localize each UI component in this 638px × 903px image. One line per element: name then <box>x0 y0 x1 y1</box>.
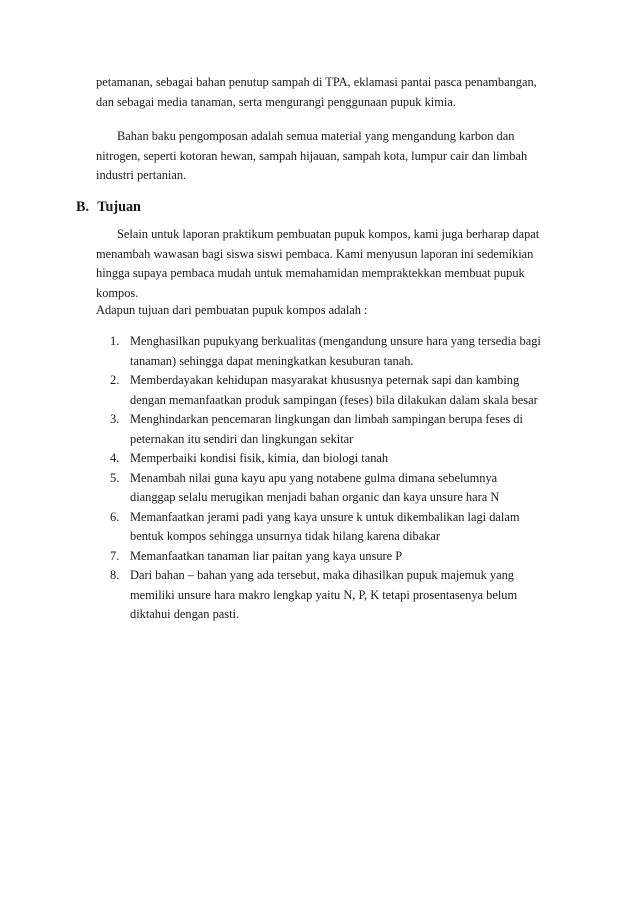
text-line: Bahan baku pengomposan adalah semua material yang mengandung karbon dan <box>117 129 515 143</box>
text-line: Memanfaatkan tanaman liar paitan yang kaya unsure P <box>130 548 403 563</box>
text-line: nitrogen, seperti kotoran hewan, sampah hijauan, sampah kota, lumpur cair dan limbah <box>96 148 528 163</box>
adapun-paragraph <box>96 301 566 321</box>
text-line: Menambah nilai guna kayu apu yang notabene gulma dimana sebelumnya <box>130 470 498 485</box>
text-line: dengan memanfaatkan produk sampingan (feses) bila dilakukan dalam skala besar <box>130 392 538 407</box>
text-line: Memperbaiki kondisi fisik, kimia, dan biologi tanah <box>130 451 389 465</box>
section-number: B. <box>76 199 90 215</box>
text-line: Dari bahan – bahan yang ada tersebut, maka dihasilkan pupuk majemuk yang <box>130 568 514 582</box>
section-heading <box>76 197 141 217</box>
list-item <box>96 332 541 371</box>
text-line: Adapun tujuan dari pembuatan pupuk kompos adalah : <box>96 303 368 317</box>
text-line: Menghindarkan pencemaran lingkungan dan limbah sampingan berupa feses di <box>130 412 523 426</box>
list-item <box>96 547 541 567</box>
list-item <box>96 449 541 469</box>
text-line: diktahui dengan pasti. <box>130 607 240 621</box>
text-line: Menghasilkan pupukyang berkualitas (mengandung unsure hara yang tersedia bagi <box>130 334 541 348</box>
list-item <box>96 469 541 508</box>
text-line: Selain untuk laporan praktikum pembuatan pupuk kompos, kami juga berharap dapat <box>117 227 540 241</box>
list-number: 4. <box>110 451 120 465</box>
goals-list <box>96 332 541 625</box>
text-line: memiliki unsure hara makro lengkap yaitu N, P, K tetapi prosentasenya belum <box>130 587 518 602</box>
text-line: petamanan, sebagai bahan penutup sampah di TPA, eklamasi pantai pasca penambangan, <box>96 75 537 89</box>
text-line: industri pertanian. <box>96 168 187 182</box>
list-number: 3. <box>110 412 120 426</box>
list-item <box>96 371 541 410</box>
tujuan-paragraph <box>96 225 566 303</box>
text-line: Memberdayakan kehidupan masyarakat khususnya peternak sapi dan kambing <box>130 373 520 387</box>
list-number: 7. <box>110 548 120 563</box>
list-number: 2. <box>110 373 120 387</box>
list-number: 1. <box>110 334 120 348</box>
intro-paragraph <box>96 73 566 112</box>
list-item <box>96 566 541 625</box>
text-line: hingga supaya pembaca mudah untuk memahamidan mempraktekkan membuat pupuk <box>96 266 525 280</box>
section-title: Tujuan <box>97 199 141 215</box>
text-line: bentuk kompos sehingga unsurnya tidak hilang karena dibakar <box>130 529 441 543</box>
text-line: dianggap selalu merugikan menjadi bahan organic dan kaya unsure hara N <box>130 490 500 504</box>
bahan-baku-paragraph <box>96 127 566 186</box>
text-line: kompos. <box>96 285 139 300</box>
list-item <box>96 508 541 547</box>
list-number: 6. <box>110 509 120 524</box>
text-line: dan sebagai media tanaman, serta mengurangi penggunaan pupuk kimia. <box>96 94 456 109</box>
list-number: 8. <box>110 568 120 582</box>
list-item <box>96 410 541 449</box>
text-line: Memanfaatkan jerami padi yang kaya unsure k untuk dikembalikan lagi dalam <box>130 509 520 524</box>
text-line: tanaman) sehingga dapat meningkatkan kesuburan tanah. <box>130 353 414 368</box>
text-line: menambah wawasan bagi siswa siswi pembaca. Kami menyusun laporan ini sedemikian <box>96 246 534 261</box>
list-number: 5. <box>110 470 120 485</box>
text-line: peternakan itu sendiri dan lingkungan sekitar <box>130 431 354 446</box>
